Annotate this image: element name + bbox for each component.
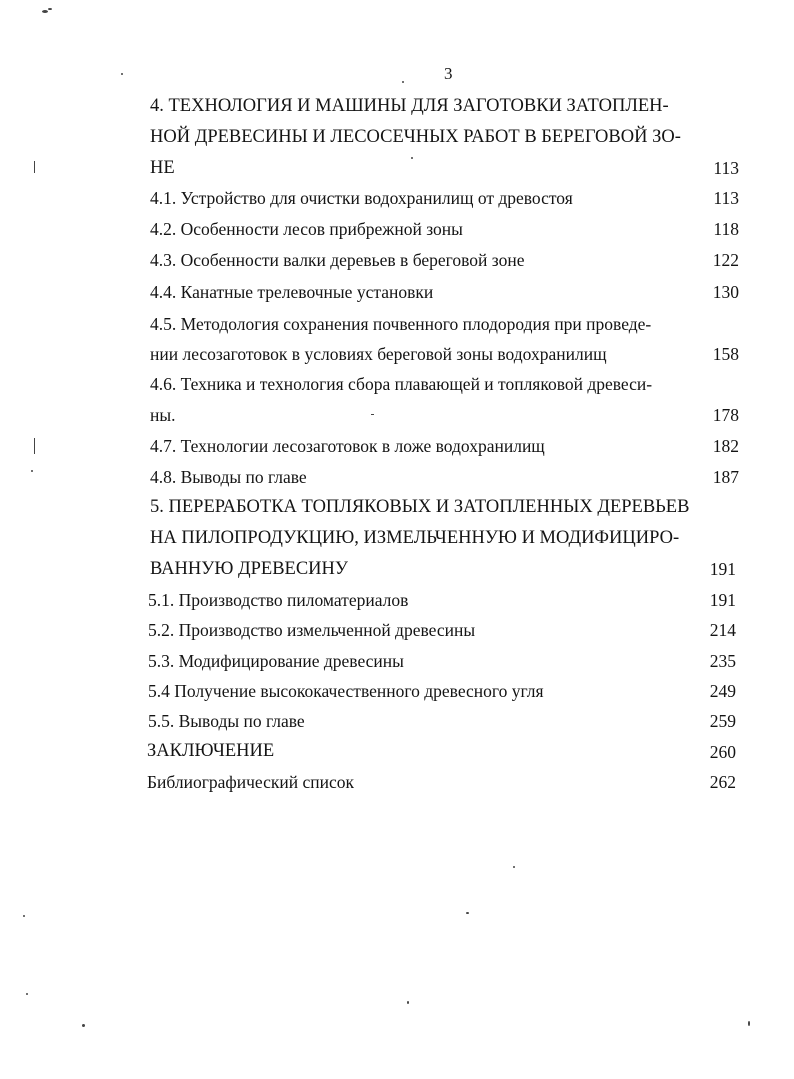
chapter-5-page: 191 [709, 559, 736, 579]
toc-entry-line-2: ны. [150, 405, 176, 425]
page-number: 3 [444, 64, 453, 83]
toc-entry-title: 5.3. Модифицирование древесины [148, 651, 404, 671]
toc-entry-title: ЗАКЛЮЧЕНИЕ [147, 741, 275, 761]
toc-entry-line-1: 4.6. Техника и технология сбора плавающей и топляковой древеси- [150, 374, 653, 394]
toc-entry-page: 187 [712, 467, 739, 487]
toc-entry-page: 259 [709, 711, 736, 731]
toc-entry-page: 122 [712, 250, 739, 270]
toc-entry-page: 235 [709, 651, 736, 671]
toc-entry-page: 191 [709, 590, 736, 610]
toc-entry-page: 260 [709, 742, 736, 762]
toc-entry-line-2: нии лесозаготовок в условиях береговой зоны водохранилищ [150, 344, 607, 364]
toc-entry-title: 5.2. Производство измельченной древесины [148, 620, 476, 640]
toc-entry-title: 4.3. Особенности валки деревьев в береговой зоне [150, 250, 525, 270]
chapter-5-line-3: ВАННУЮ ДРЕВЕСИНУ [150, 559, 348, 579]
toc-entry-page: 130 [712, 282, 739, 302]
toc-entry-page: 182 [712, 436, 739, 456]
toc-entry-page: 113 [713, 188, 739, 208]
toc-entry-page: 214 [709, 620, 736, 640]
toc-entry-title: 4.7. Технологии лесозаготовок в ложе водохранилищ [150, 436, 545, 456]
toc-entry-title: 4.2. Особенности лесов прибрежной зоны [150, 219, 463, 239]
toc-entry-page: 262 [709, 772, 736, 792]
chapter-4-page: 113 [713, 158, 739, 178]
toc-entry-title: Библиографический список [147, 772, 355, 792]
chapter-4-line-2: НОЙ ДРЕВЕСИНЫ И ЛЕСОСЕЧНЫХ РАБОТ В БЕРЕГОВОЙ ЗО- [150, 127, 681, 147]
toc-entry-title: 5.4 Получение высококачественного древесного угля [148, 681, 544, 701]
chapter-5-line-1: 5. ПЕРЕРАБОТКА ТОПЛЯКОВЫХ И ЗАТОПЛЕННЫХ ДЕРЕВЬЕВ [150, 497, 690, 517]
toc-entry-title: 4.8. Выводы по главе [150, 467, 307, 487]
toc-entry-page: 118 [713, 219, 739, 239]
chapter-4-line-3: НЕ [150, 158, 175, 178]
toc-entry-page: 158 [712, 344, 739, 364]
toc-entry-page: 178 [712, 405, 739, 425]
toc-entry-line-1: 4.5. Методология сохранения почвенного плодородия при проведе- [150, 314, 652, 334]
toc-entry-title: 4.1. Устройство для очистки водохранилищ от древостоя [150, 188, 573, 208]
chapter-4-line-1: 4. ТЕХНОЛОГИЯ И МАШИНЫ ДЛЯ ЗАГОТОВКИ ЗАТОПЛЕН- [150, 96, 669, 116]
toc-entry-page: 249 [709, 681, 736, 701]
chapter-5-line-2: НА ПИЛОПРОДУКЦИЮ, ИЗМЕЛЬЧЕННУЮ И МОДИФИЦИРО- [150, 528, 680, 548]
toc-entry-title: 5.1. Производство пиломатериалов [148, 590, 409, 610]
toc-entry-title: 5.5. Выводы по главе [148, 711, 305, 731]
toc-entry-title: 4.4. Канатные трелевочные установки [150, 282, 434, 302]
